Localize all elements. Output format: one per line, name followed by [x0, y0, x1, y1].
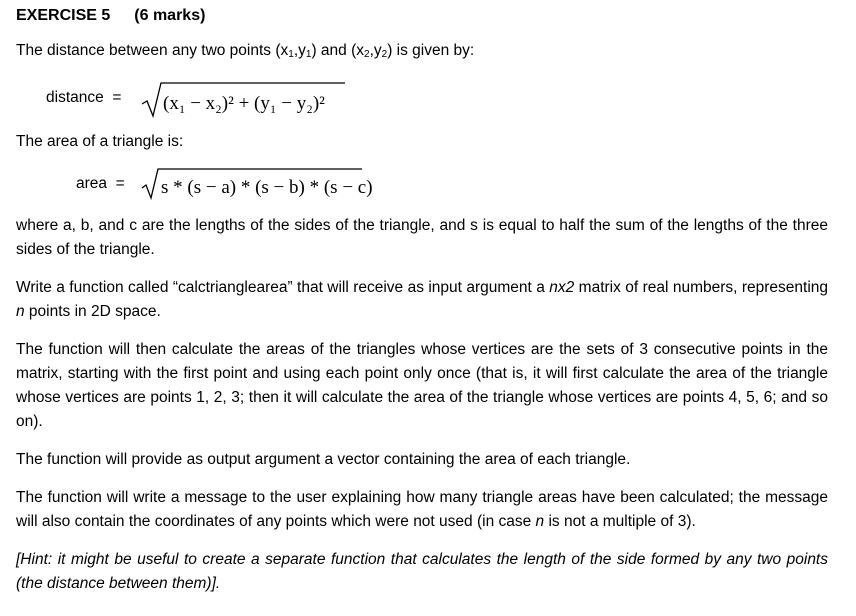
- distance-intro-text: ,y: [293, 42, 306, 59]
- distance-intro-text: ) and (x: [311, 42, 365, 59]
- exercise-heading: [16, 7, 205, 25]
- area-formula: [0, 166, 856, 206]
- distance-intro-text: The distance between any two points (x: [16, 42, 289, 59]
- formula-label-text: distance: [46, 89, 104, 106]
- subscript: 2: [364, 49, 370, 60]
- paragraph-text: points in 2D space.: [24, 303, 161, 320]
- distance-formula: [0, 80, 856, 120]
- distance-intro-text: ,y: [369, 42, 382, 59]
- formula-label-text: area: [76, 175, 108, 192]
- subscript: 1: [305, 49, 312, 60]
- exercise-title: EXERCISE 5: [16, 7, 111, 24]
- paragraph-text: is not a multiple of 3).: [544, 513, 696, 530]
- paragraph-text: matrix of real numbers, representing: [574, 279, 829, 296]
- equals-sign: =: [115, 175, 125, 192]
- area-expression: s * (s − a) * (s − b) * (s − c): [161, 177, 373, 198]
- distance-radical: [140, 80, 360, 120]
- area-intro: The area of a triangle is:: [16, 133, 184, 150]
- subscript: 1: [288, 49, 294, 60]
- distance-intro-text: ) is given by:: [387, 42, 475, 59]
- sides-paragraph: where a, b, and c are the lengths of the sides of the triangle, and s is equal to half the sum of the lengths of the three sides of the triangle.: [16, 217, 828, 258]
- function-intro-paragraph: [16, 276, 828, 324]
- area-formula-label: [76, 175, 125, 193]
- subscript: 2: [381, 49, 388, 60]
- area-radical: [140, 166, 373, 206]
- variable-n-text: n: [16, 303, 25, 320]
- output-paragraph: The function will provide as output argument a vector containing the area of each triangle.: [16, 451, 631, 468]
- distance-intro: [16, 39, 828, 67]
- distance-formula-label: [46, 89, 121, 107]
- equals-sign: =: [112, 89, 122, 106]
- hint-paragraph: [Hint: it might be useful to create a separate function that calculates the length of the side formed by any two points (the distance between them)].: [16, 551, 828, 592]
- variable-n-text: n: [535, 513, 545, 530]
- paragraph-text: Write a function called “calctrianglearea” that will receive as input argument a: [16, 279, 550, 296]
- matrix-size-text: nx2: [549, 279, 575, 296]
- calculate-paragraph: The function will then calculate the areas of the triangles whose vertices are the sets of 3 consecutive points in the matrix, starting with the first point and using each point only once (that is, it will first calculate the area of the triangle whose vertices are points 1, 2, 3; then it will calculate the area of the triangle whose vertices are points 4, 5, 6; and so on).: [16, 341, 828, 430]
- message-paragraph: [16, 486, 828, 534]
- distance-expression: (x₁ − x₂)² + (y₁ − y₂)²: [163, 93, 325, 114]
- exercise-marks: (6 marks): [134, 7, 206, 24]
- paragraph-text: The function will write a message to the user explaining how many triangle areas have been calculated; the message will also contain the coordinates of any points which were not used (in case: [16, 489, 828, 530]
